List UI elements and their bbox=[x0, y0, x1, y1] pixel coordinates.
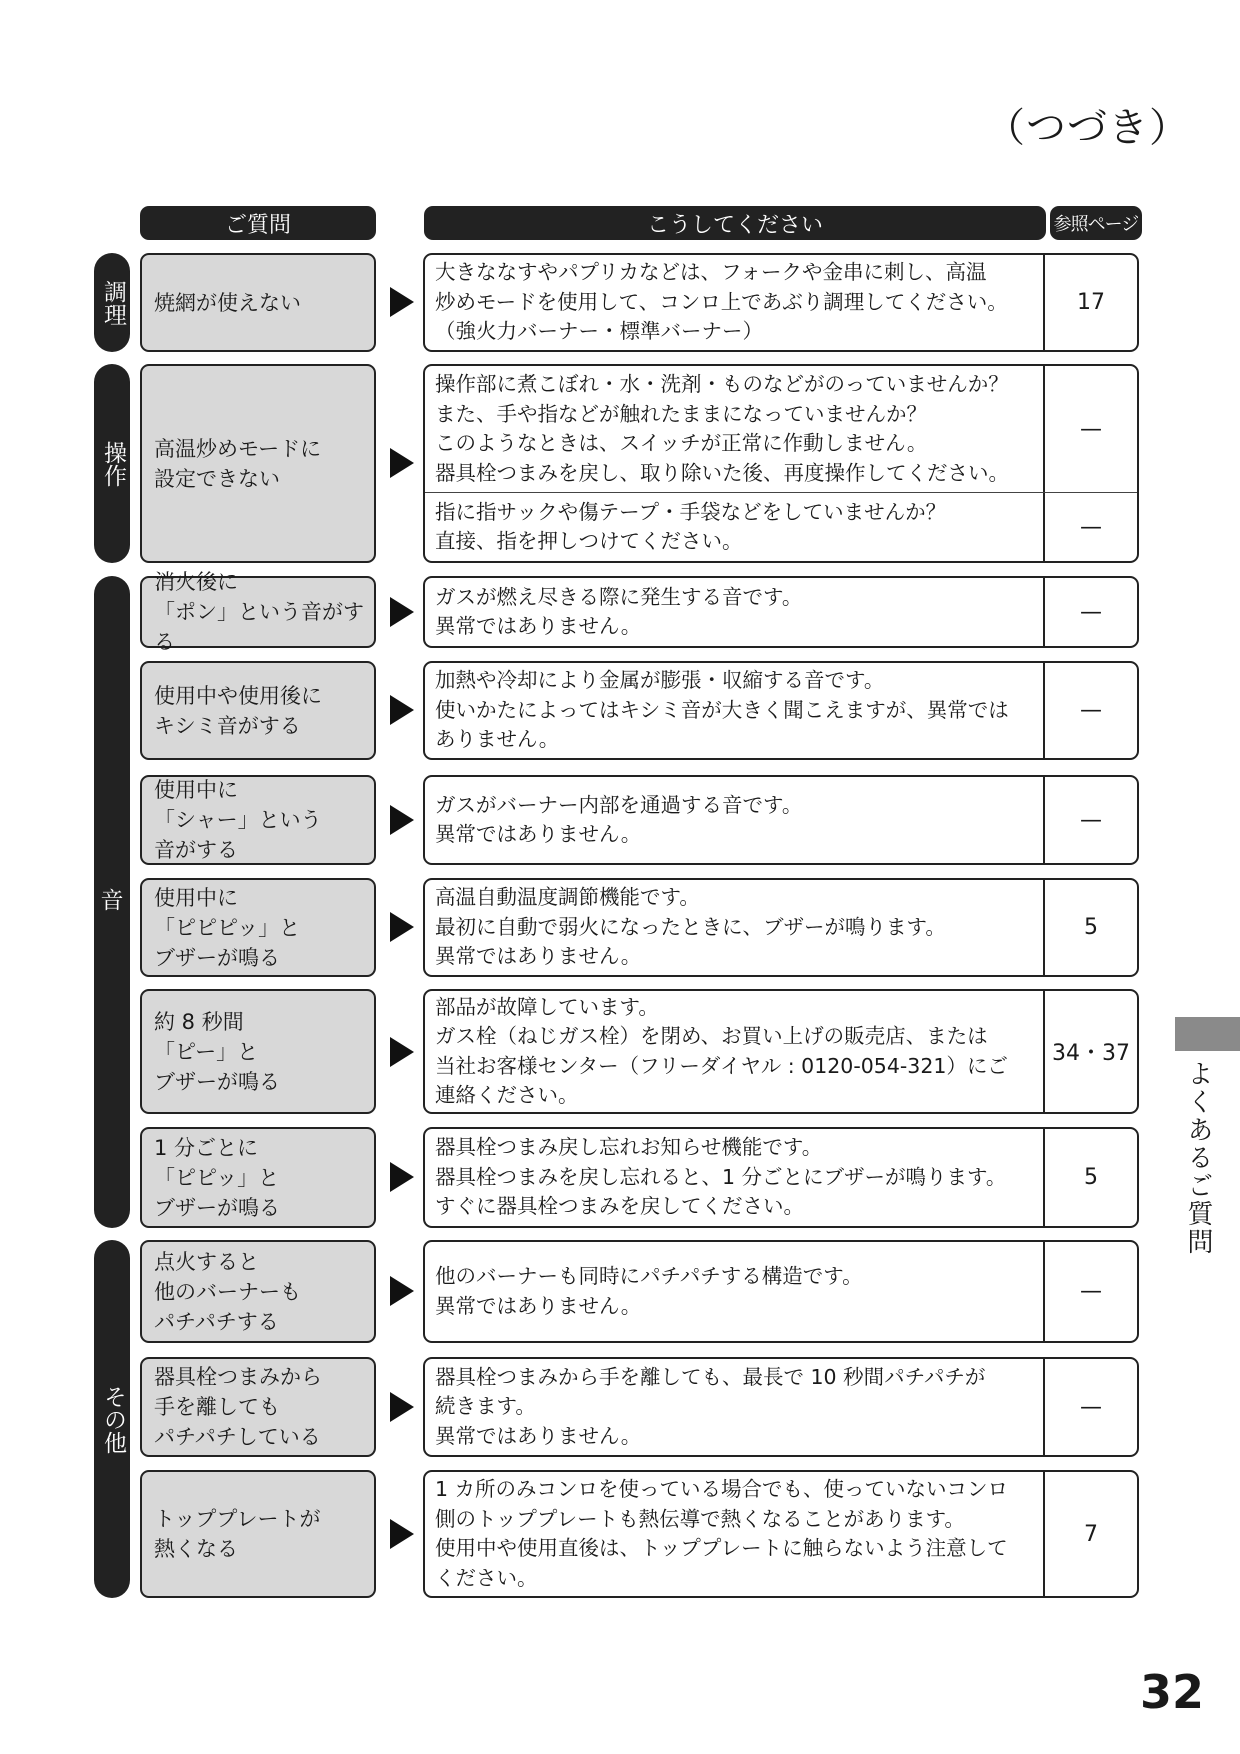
category-other-label: その他 bbox=[99, 1384, 126, 1454]
answer-cell bbox=[425, 663, 1137, 758]
arrow-icon bbox=[390, 805, 414, 835]
question-box bbox=[140, 775, 376, 865]
question-column-header: ご質問 bbox=[140, 206, 376, 240]
question-text: 1 分ごとに 「ピピッ」と ブザーが鳴る bbox=[154, 1135, 280, 1220]
question-box bbox=[140, 878, 376, 977]
answer-text: ガスがバーナー内部を通過する音です。 異常ではありません。 bbox=[425, 777, 1045, 863]
arrow-icon bbox=[390, 1392, 414, 1422]
answer-text: 1 カ所のみコンロを使っている場合でも、使っていないコンロ 側のトッププレートも熱伝導で熱くなることがあります。 使用中や使用直後は、トッププレートに触らないよう注意して ください。 bbox=[425, 1472, 1045, 1596]
answer-cell bbox=[425, 777, 1137, 863]
arrow-icon bbox=[390, 287, 414, 317]
reference-page: — bbox=[1080, 514, 1102, 540]
answer-text: 部品が故障しています。 ガス栓（ねじガス栓）を閉め、お買い上げの販売店、または 当社お客様センター（フリーダイヤル : 0120-054-321）にご 連絡ください。 bbox=[425, 991, 1045, 1112]
answer-column-header: こうしてください bbox=[424, 206, 1046, 240]
question-text: 焼網が使えない bbox=[154, 290, 301, 315]
question-box bbox=[140, 1470, 376, 1598]
category-other bbox=[94, 1240, 130, 1598]
category-cooking bbox=[94, 253, 130, 352]
answer-box bbox=[423, 364, 1139, 563]
arrow-icon bbox=[390, 1276, 414, 1306]
answer-box bbox=[423, 253, 1139, 352]
question-text: トッププレートが 熱くなる bbox=[154, 1507, 321, 1561]
category-cooking-label: 調理 bbox=[99, 279, 126, 326]
reference-page: — bbox=[1080, 807, 1102, 833]
question-box bbox=[140, 661, 376, 760]
question-box bbox=[140, 364, 376, 563]
question-box bbox=[140, 570, 376, 654]
arrow-icon bbox=[390, 597, 414, 627]
reference-page: 5 bbox=[1084, 915, 1098, 940]
question-text: 高温炒めモードに 設定できない bbox=[154, 436, 322, 491]
arrow-icon bbox=[390, 1519, 414, 1549]
reference-page: — bbox=[1080, 1394, 1102, 1420]
answer-box bbox=[423, 989, 1139, 1114]
answer-cell bbox=[425, 1359, 1137, 1455]
answer-cell bbox=[425, 1242, 1137, 1341]
question-text: 点火すると 他のバーナーも パチパチする bbox=[154, 1249, 301, 1334]
reference-page: — bbox=[1080, 698, 1102, 723]
answer-box bbox=[423, 1127, 1139, 1228]
answer-box bbox=[423, 1470, 1139, 1598]
answer-text: 他のバーナーも同時にパチパチする構造です。 異常ではありません。 bbox=[425, 1242, 1045, 1341]
question-box bbox=[140, 1357, 376, 1457]
question-box bbox=[140, 253, 376, 352]
answer-text: 加熱や冷却により金属が膨張・収縮する音です。 使いかたによってはキシミ音が大きく聞こえますが、異常では ありません。 bbox=[425, 663, 1045, 758]
answer-text: 高温自動温度調節機能です。 最初に自動で弱火になったときに、ブザーが鳴ります。 異常ではありません。 bbox=[425, 880, 1045, 975]
category-sound-label: 音 bbox=[100, 888, 124, 915]
reference-page: 7 bbox=[1084, 1521, 1098, 1547]
answer-cell bbox=[425, 492, 1137, 561]
arrow-icon bbox=[390, 912, 414, 942]
answer-cell bbox=[425, 991, 1137, 1112]
reference-page: 17 bbox=[1077, 290, 1105, 315]
question-text: 約 8 秒間 「ピー」と ブザーが鳴る bbox=[154, 1009, 280, 1094]
question-text: 使用中や使用後に キシミ音がする bbox=[154, 683, 322, 738]
answer-cell bbox=[425, 366, 1137, 492]
answer-cell bbox=[425, 880, 1137, 975]
side-tab-marker bbox=[1175, 1017, 1240, 1051]
answer-cell bbox=[425, 1472, 1137, 1596]
arrow-icon bbox=[390, 1037, 414, 1067]
arrow-icon bbox=[390, 695, 414, 725]
category-operation-label: 操作 bbox=[99, 440, 126, 487]
category-operation bbox=[94, 364, 130, 563]
answer-box bbox=[423, 1240, 1139, 1343]
page-number: 32 bbox=[1140, 1665, 1205, 1719]
side-tab-label: よくあるご質問 bbox=[1183, 1060, 1213, 1256]
answer-text: 指に指サックや傷テープ・手袋などをしていませんか？ 直接、指を押しつけてください。 bbox=[425, 493, 1045, 561]
question-box bbox=[140, 1240, 376, 1343]
answer-cell bbox=[425, 255, 1137, 350]
reference-page: — bbox=[1080, 599, 1102, 625]
arrow-icon bbox=[390, 1162, 414, 1192]
question-box bbox=[140, 1127, 376, 1228]
arrow-icon bbox=[390, 448, 414, 478]
answer-cell bbox=[425, 1129, 1137, 1226]
answer-text: 大きななすやパプリカなどは、フォークや金串に刺し、高温 炒めモードを使用して、コンロ上であぶり調理してください。 （強火力バーナー・標準バーナー） bbox=[425, 255, 1045, 350]
reference-page: 34・37 bbox=[1052, 1041, 1130, 1066]
question-box bbox=[140, 989, 376, 1114]
category-sound bbox=[94, 576, 130, 1228]
answer-box bbox=[423, 1357, 1139, 1457]
question-text: 使用中に 「シャー」という 音がする bbox=[154, 778, 322, 862]
answer-box bbox=[423, 661, 1139, 760]
reference-page: — bbox=[1080, 1279, 1102, 1304]
answer-box bbox=[423, 775, 1139, 865]
reference-page: — bbox=[1080, 416, 1102, 442]
reference-page: 5 bbox=[1084, 1165, 1098, 1190]
answer-text: 操作部に煮こぼれ・水・洗剤・ものなどがのっていませんか？ また、手や指などが触れたままになっていませんか？ このようなときは、スイッチが正常に作動しません。 器具栓つまみを戻し、取り除いた後、再度操作してください。 bbox=[425, 366, 1045, 492]
question-text: 消火後に 「ポン」という音がする bbox=[154, 570, 364, 654]
reference-page-column-header: 参照ページ bbox=[1050, 206, 1142, 240]
answer-box bbox=[423, 576, 1139, 648]
question-text: 使用中に 「ピピピッ」と ブザーが鳴る bbox=[154, 885, 301, 970]
answer-cell bbox=[425, 578, 1137, 646]
question-text: 器具栓つまみから 手を離しても パチパチしている bbox=[154, 1365, 322, 1449]
answer-box bbox=[423, 878, 1139, 977]
answer-text: 器具栓つまみから手を離しても、最長で 10 秒間パチパチが 続きます。 異常ではありません。 bbox=[425, 1359, 1045, 1455]
continued-label: （つづき） bbox=[985, 105, 1190, 151]
answer-text: ガスが燃え尽きる際に発生する音です。 異常ではありません。 bbox=[425, 578, 1045, 646]
answer-text: 器具栓つまみ戻し忘れお知らせ機能です。 器具栓つまみを戻し忘れると、1 分ごとにブザーが鳴ります。 すぐに器具栓つまみを戻してください。 bbox=[425, 1129, 1045, 1226]
